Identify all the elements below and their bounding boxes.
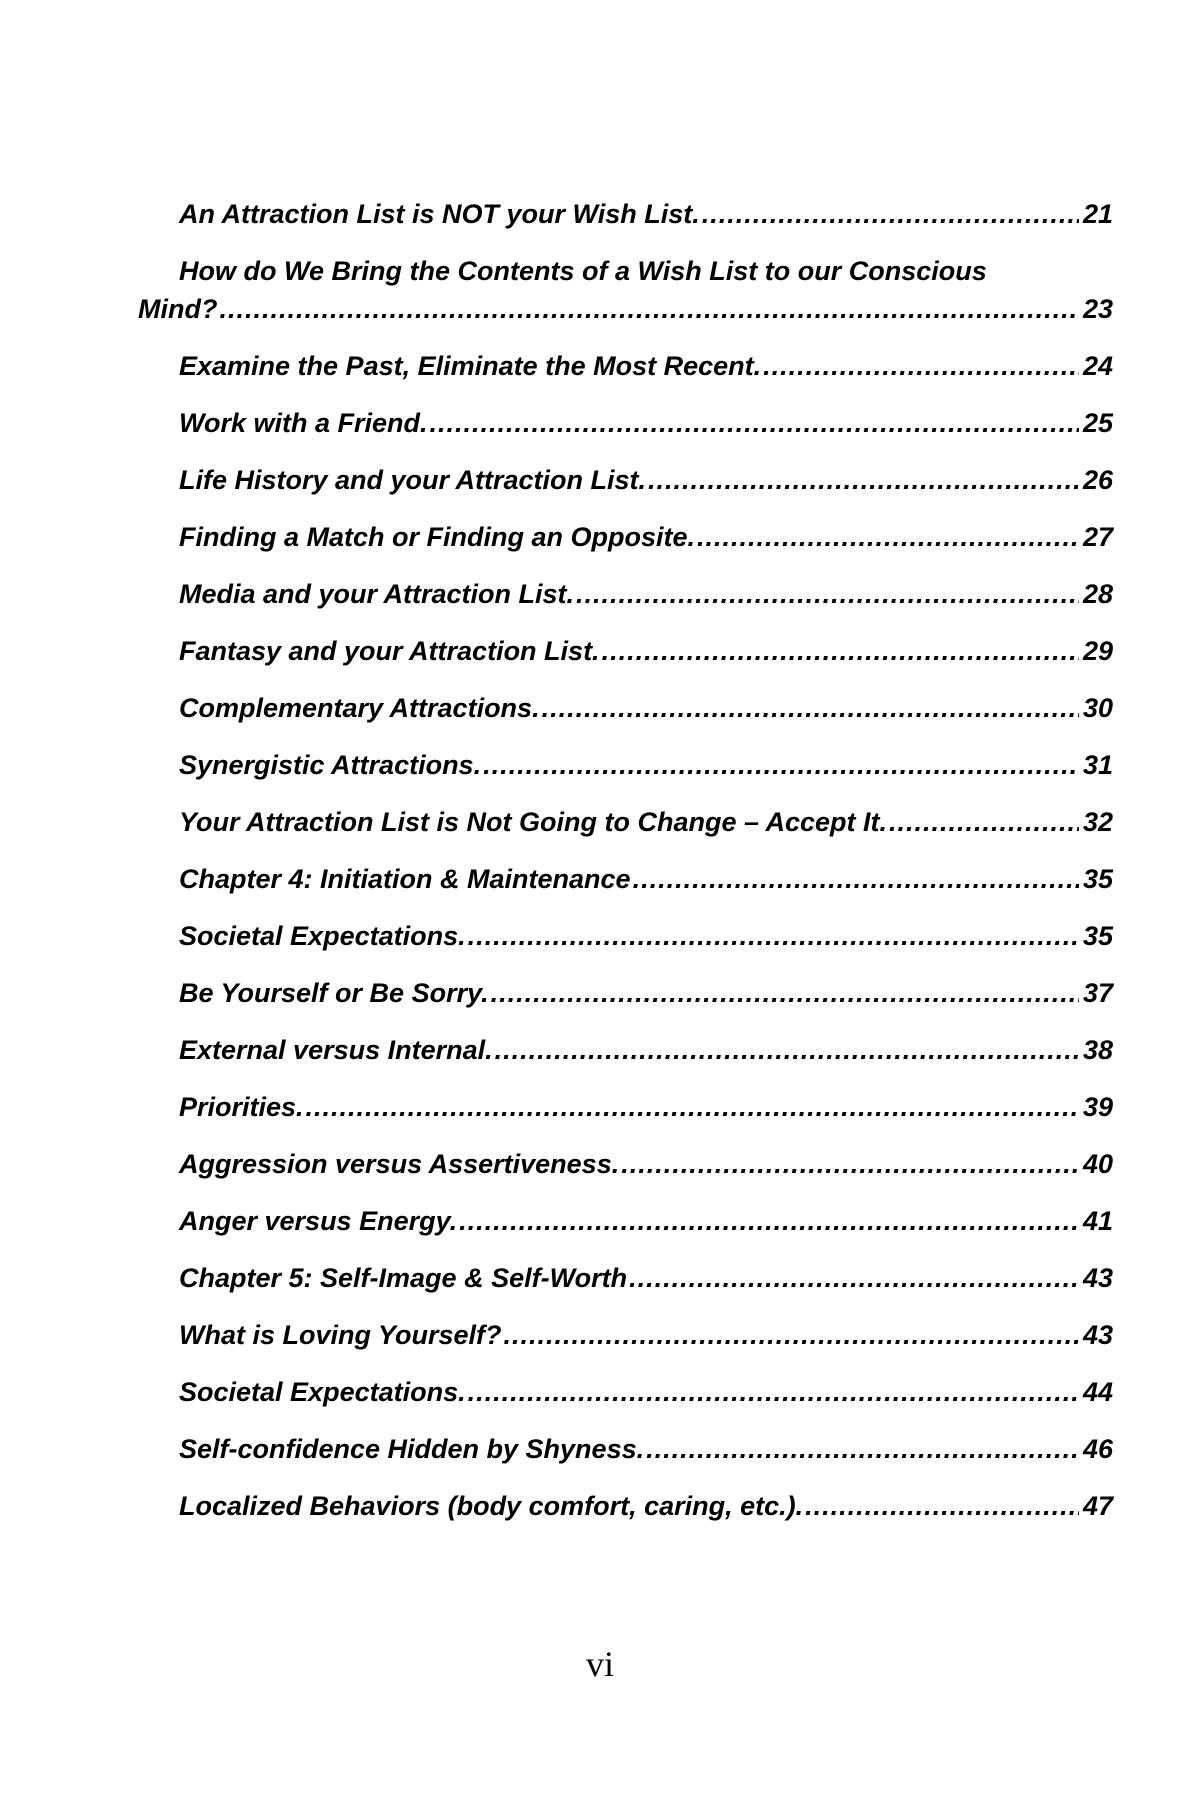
toc-entry-page: 27 [1082,522,1113,552]
toc-entry[interactable] [138,1088,1113,1126]
toc-entry[interactable] [138,689,1113,727]
toc-leader-dots [468,1373,1079,1411]
toc-entry-title: External versus Internal. [179,1035,493,1065]
toc-entry-title: Self-confidence Hidden by Shyness. [179,1434,645,1464]
toc-entry[interactable] [138,575,1113,613]
toc-leader-dots [306,1088,1079,1126]
toc-entry[interactable] [138,746,1113,784]
toc-entry[interactable] [138,1373,1113,1411]
toc-leader-dots [889,803,1079,841]
toc-entry[interactable] [138,1430,1113,1468]
toc-entry-title: Localized Behaviors (body comfort, caring, etc.). [179,1491,804,1521]
toc-leader-dots [542,689,1079,727]
toc-entry-title: Synergistic Attractions. [179,750,482,780]
toc-entry[interactable] [138,803,1113,841]
toc-entry[interactable] [138,518,1113,556]
toc-entry-page: 29 [1082,636,1113,666]
toc-entry-page: 24 [1082,351,1113,381]
toc-entry-page: 30 [1082,693,1113,723]
toc-entry-title-continued: Mind? [138,294,218,324]
toc-leader-dots [219,290,1078,328]
toc-entry-page: 46 [1082,1434,1113,1464]
toc-leader-dots [633,860,1079,898]
toc-entry[interactable] [138,632,1113,670]
toc-entry-title: Media and your Attraction List. [179,579,575,609]
toc-entry-page: 31 [1082,750,1113,780]
toc-entry-page: 44 [1082,1377,1113,1407]
toc-entry-page: 35 [1082,921,1113,951]
toc-entry-page: 35 [1082,864,1113,894]
toc-entry-page: 43 [1082,1320,1113,1350]
toc-leader-dots [483,746,1079,784]
toc-entry-page: 26 [1082,465,1113,495]
toc-entry[interactable] [138,1259,1113,1297]
toc-entry[interactable] [138,860,1113,898]
toc-entry-title: Societal Expectations. [179,921,466,951]
toc-entry-page: 41 [1082,1206,1113,1236]
toc-entry[interactable] [138,1202,1113,1240]
toc-leader-dots [459,1202,1079,1240]
toc-leader-dots [504,1316,1079,1354]
toc-entry-title: Be Yourself or Be Sorry. [179,978,489,1008]
table-of-contents [138,195,1113,1544]
toc-entry-page: 38 [1082,1035,1113,1065]
toc-entry-title: Finding a Match or Finding an Opposite. [179,522,695,552]
toc-leader-dots [629,1259,1079,1297]
toc-leader-dots [805,1487,1079,1525]
toc-leader-dots [495,1031,1079,1069]
toc-entry-title: Chapter 4: Initiation & Maintenance [179,864,631,894]
toc-entry[interactable] [138,195,1113,233]
toc-entry-page: 40 [1082,1149,1113,1179]
toc-entry[interactable] [138,1487,1113,1525]
toc-leader-dots [430,404,1079,442]
toc-entry[interactable] [138,1316,1113,1354]
toc-leader-dots [468,917,1079,955]
toc-leader-dots [702,195,1079,233]
toc-entry-page: 32 [1082,807,1113,837]
toc-entry[interactable] [138,917,1113,955]
toc-entry[interactable] [138,347,1113,385]
toc-leader-dots [646,1430,1079,1468]
toc-entry-title: Anger versus Energy. [179,1206,458,1236]
toc-entry-page: 47 [1082,1491,1113,1521]
toc-entry-title: How do We Bring the Contents of a Wish List to our Conscious [179,256,987,286]
toc-entry[interactable] [138,1031,1113,1069]
toc-entry-title: An Attraction List is NOT your Wish List. [179,199,700,229]
toc-leader-dots [648,461,1079,499]
toc-entry[interactable] [138,404,1113,442]
toc-leader-dots [621,1145,1079,1183]
toc-entry-page: 21 [1082,199,1113,229]
toc-entry-page: 37 [1082,978,1113,1008]
toc-leader-dots [491,974,1079,1012]
toc-entry-page: 23 [1082,294,1113,324]
toc-entry-title: Priorities. [179,1092,304,1122]
toc-entry[interactable] [138,974,1113,1012]
toc-entry-title: Aggression versus Assertiveness. [179,1149,620,1179]
toc-entry[interactable] [138,252,1113,328]
toc-entry-title: Work with a Friend. [179,408,428,438]
toc-entry-title: What is Loving Yourself? [179,1320,502,1350]
toc-entry-title: Societal Expectations. [179,1377,466,1407]
toc-entry-title: Examine the Past, Eliminate the Most Recent. [179,351,762,381]
toc-leader-dots [763,347,1079,385]
toc-entry[interactable] [138,461,1113,499]
toc-entry-page: 25 [1082,408,1113,438]
toc-entry-page: 28 [1082,579,1113,609]
toc-entry-page: 39 [1082,1092,1113,1122]
toc-entry-title: Your Attraction List is Not Going to Change – Accept It. [179,807,888,837]
page-number: vi [585,1644,614,1684]
toc-entry-page: 43 [1082,1263,1113,1293]
toc-entry-title: Fantasy and your Attraction List. [179,636,600,666]
toc-entry-title: Life History and your Attraction List. [179,465,647,495]
toc-entry[interactable] [138,1145,1113,1183]
toc-entry-title: Complementary Attractions. [179,693,540,723]
toc-leader-dots [602,632,1079,670]
toc-leader-dots [697,518,1079,556]
toc-leader-dots [576,575,1079,613]
toc-entry-title: Chapter 5: Self-Image & Self-Worth [179,1263,628,1293]
